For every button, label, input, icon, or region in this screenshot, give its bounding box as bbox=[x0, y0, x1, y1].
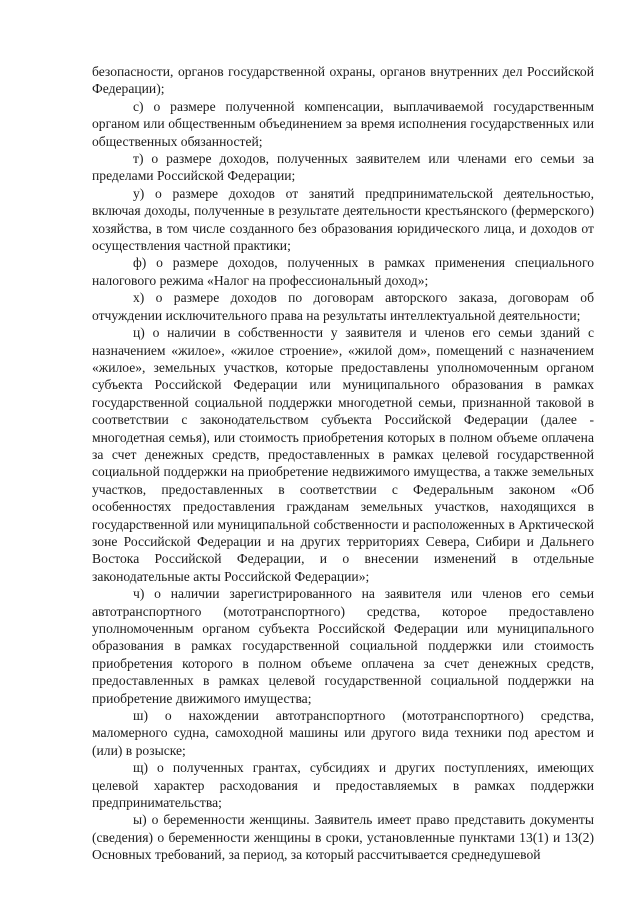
paragraph-continuation: безопасности, органов государственной охраны, органов внутренних дел Российской Федерации); bbox=[92, 64, 594, 97]
paragraph-item-ch: ч) о наличии зарегистрированного на заявителя или членов его семьи автотранспортного (мототранспортного) средства, которое предоставлено уполномоченным органом субъекта Российской Федерации или муниципального образования в рамках государственной социальной поддержки или стоимость приобретения которого в полном объеме оплачена за счет денежных средств, предоставленных в рамках целевой государственной социальной поддержки на приобретение движимого имущества; bbox=[92, 586, 594, 706]
document-body bbox=[92, 63, 594, 864]
paragraph-item-f: ф) о размере доходов, полученных в рамках применения специального налогового режима «Налог на профессиональный доход»; bbox=[92, 255, 594, 288]
paragraph-item-sh: ш) о нахождении автотранспортного (мототранспортного) средства, маломерного судна, самоходной машины или другого вида техники под арестом и (или) в розыске; bbox=[92, 708, 594, 758]
paragraph-item-kh: х) о размере доходов по договорам авторского заказа, договорам об отчуждении исключительного права на результаты интеллектуальной деятельности; bbox=[92, 290, 594, 323]
paragraph-item-t: т) о размере доходов, полученных заявителем или членами его семьи за пределами Российской Федерации; bbox=[92, 151, 594, 184]
paragraph-item-y: ы) о беременности женщины. Заявитель имеет право представить документы (сведения) о беременности женщины в сроки, установленные пунктами 13(1) и 13(2) Основных требований, за период, за который рассчитывается среднедушевой bbox=[92, 812, 594, 863]
paragraph-item-s: с) о размере полученной компенсации, выплачиваемой государственным органом или общественным объединением за время исполнения государственных или общественных обязанностей; bbox=[92, 98, 594, 149]
paragraph-item-u: у) о размере доходов от занятий предпринимательской деятельностью, включая доходы, полученные в результате деятельности крестьянского (фермерского) хозяйства, в том числе созданного без образования юридического лица, и доходов от осуществления частной практики; bbox=[92, 185, 594, 254]
paragraph-item-shch: щ) о полученных грантах, субсидиях и других поступлениях, имеющих целевой характер расходования и предоставляемых в рамках поддержки предпринимательства; bbox=[92, 760, 594, 811]
paragraph-item-ts: ц) о наличии в собственности у заявителя и членов его семьи зданий с назначением «жилое», «жилое строение», «жилой дом», помещений с назначением «жилое», земельных участков, которые предоставлены уполномоченным органом субъекта Российской Федерации или муниципального образования в рамках государственной социальной поддержки многодетной семьи, признанной таковой в соответствии с законодательством субъекта Российской Федерации (далее - многодетная семья), или стоимость приобретения которых в полном объеме оплачена за счет денежных средств, предоставленных в рамках целевой государственной социальной поддержки на приобретение недвижимого имущества, а также земельных участков, предоставленных в соответствии с Федеральным законом «Об особенностях предоставления гражданам земельных участков, находящихся в государственной или муниципальной собственности и расположенных в Арктической зоне Российской Федерации и на других территориях Севера, Сибири и Дальнего Востока Российской Федерации, и о внесении изменений в отдельные законодательные акты Российской Федерации»; bbox=[92, 325, 594, 584]
